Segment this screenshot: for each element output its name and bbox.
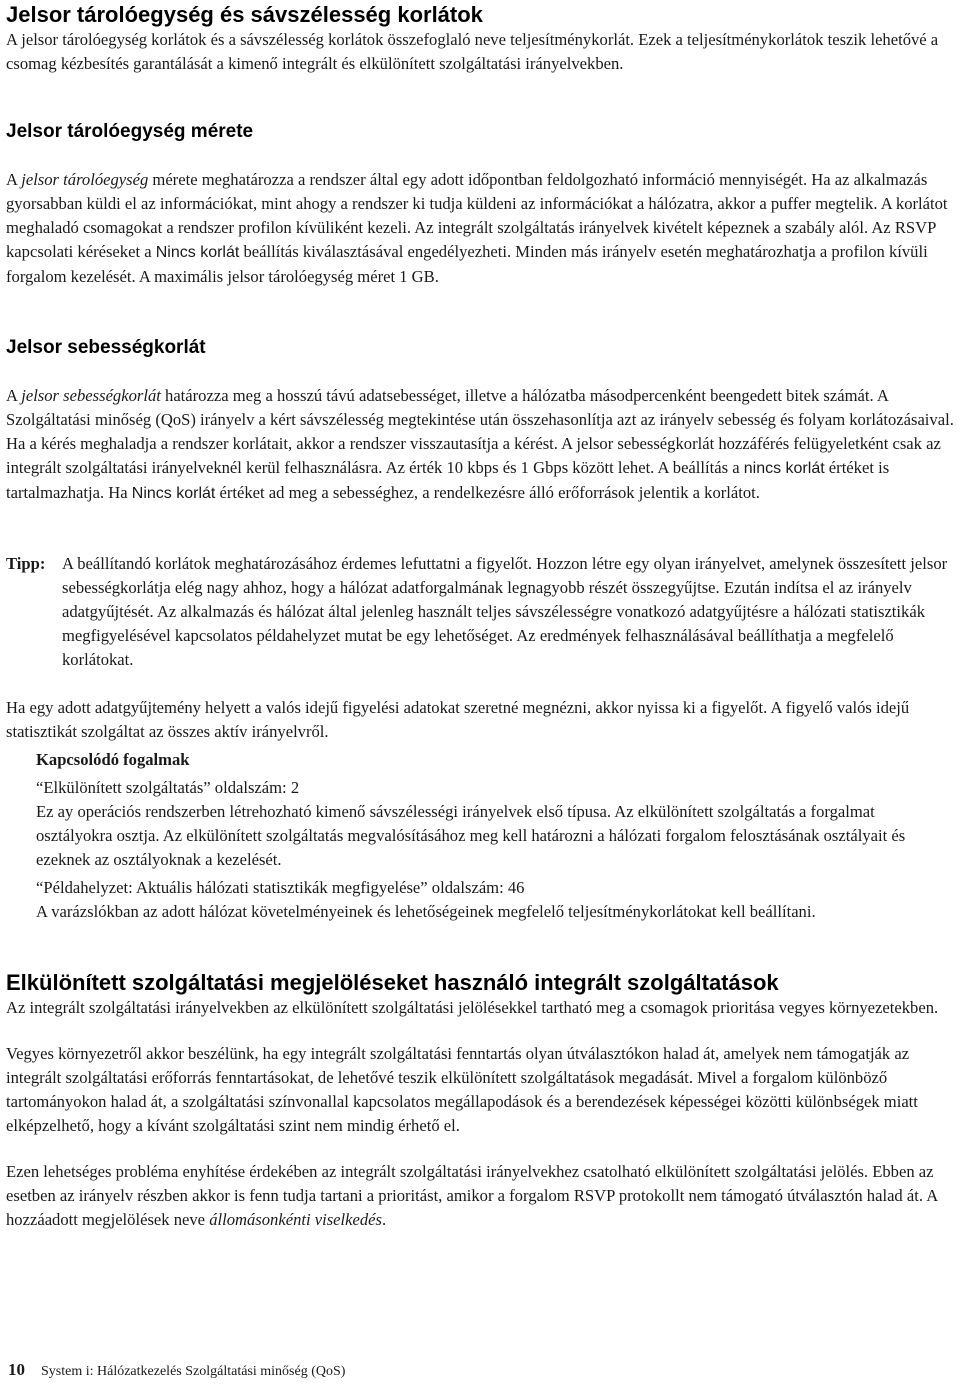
- section-title: Jelsor tárolóegység és sávszélesség korlátok: [6, 2, 483, 27]
- subsection-title: Jelsor sebességkorlát: [6, 337, 206, 358]
- paragraph: A jelsor tárolóegység korlátok és a sávszélesség korlátok összefoglaló neve teljesítménykorlát. Ezek a teljesítménykorlátok teszik lehetővé a csomag kézbesítés garantálását a kimenő integrált és elkülönített szolgáltatási irányelvekben.: [6, 30, 939, 73]
- paragraph: A jelsor sebességkorlát határozza meg a hosszú távú adatsebességet, illetve a hálózatba másodpercenként beengedett bitek számát. A Szolgáltatási minőség (QoS) irányelv a kért sávszélesség megtekintése után összehasonlítja azt az irányelv sebesség és folyam korlátozásaival. Ha a kérés meghaladja a rendszer korlátait, akkor a rendszer visszautasítja a kérést. A jelsor sebességkorlát hozzáférés felügyeletként csak az integrált szolgáltatási irányelveknél kerül felhasználásra. Az érték 10 kbps és 1 Gbps között lehet. A beállítás a nincs korlát értéket is tartalmazhatja. Ha Nincs korlát értéket ad meg a sebességhez, a rendelkezésre álló erőforrások jelentik a korlátot.: [6, 386, 954, 502]
- subsection-title: Jelsor tárolóegység mérete: [6, 121, 254, 142]
- related-title: Kapcsolódó fogalmak: [36, 750, 190, 769]
- related-desc: A varázslókban az adott hálózat követelményeinek és lehetőségeinek megfelelő teljesítménykorlátokat kell beállítani.: [36, 902, 816, 921]
- paragraph: Vegyes környezetről akkor beszélünk, ha egy integrált szolgáltatási fenntartás olyan útválasztókon halad át, amelyek nem támogatják az integrált szolgáltatási erőforrás fenntartásokat, de lehetővé teszik elkülönített szolgáltatások megadását. Mivel a forgalom különböző tartományokon halad át, a szolgáltatási színvonallal kapcsolatos megállapodások és a berendezések képességei közötti különbségek miatt elképzelhető, hogy a kívánt szolgáltatási szint nem mindig érhető el.: [6, 1044, 918, 1135]
- tip-text: A beállítandó korlátok meghatározásához érdemes lefuttatni a figyelőt. Hozzon létre egy olyan irányelvet, amelynek összesített jelsor sebességkorlátja elég nagy ahhoz, hogy a hálózat adatforgalmának legnagyobb részét összegyűjtse. Ezután indítsa el az irányelv adatgyűjtését. Az alkalmazás és hálózat által jelenleg használt teljes sávszélességre vonatkozó adatgyűjtésre a hálózati statisztikák megfigyelésével kapcsolatos példahelyzet mutat be egy lehetőséget. Az eredmények felhasználásával beállíthatja a megfelelő korlátokat.: [62, 554, 948, 669]
- term: jelsor tárolóegység: [21, 170, 149, 189]
- tip-box: [6, 552, 954, 672]
- ui-term: Nincs korlát: [131, 485, 216, 502]
- ui-term: Nincs korlát: [155, 244, 240, 261]
- section-queue-size: [6, 120, 954, 289]
- paragraph: A jelsor tárolóegység mérete meghatározza a rendszer által egy adott időpontban feldolgozható információ mennyiségét. Ha az alkalmazás gyorsabban küldi el az információkat, mint ahogy a rendszer ki tudja küldeni az információkat a hálózatra, akkor a puffer megtelik. A korlátot meghaladó csomagokat a rendszer profilon kívüliként kezeli. Az integrált szolgáltatás irányelvek kivételt képeznek a szabály alól. Az RSVP kapcsolati kéréseket a Nincs korlát beállítás kiválasztásával engedélyezheti. Minden más irányelv esetén meghatározhatja a profilon kívüli forgalom kezelését. A maximális jelsor tárolóegység méret 1 GB.: [6, 170, 948, 286]
- section-monitor-note: [6, 696, 954, 744]
- section-integrated-services: [6, 970, 954, 1232]
- section-storage-bandwidth: [6, 2, 954, 76]
- section-title: Elkülönített szolgáltatási megjelöléseket használó integrált szolgáltatások: [6, 970, 779, 995]
- ui-term: nincs korlát: [743, 460, 825, 477]
- term: állomásonkénti viselkedés: [209, 1210, 382, 1229]
- page-footer: [8, 1360, 345, 1382]
- term: jelsor sebességkorlát: [21, 386, 161, 405]
- page-number: 10: [8, 1360, 25, 1379]
- footer-text: System i: Hálózatkezelés Szolgáltatási minőség (QoS): [41, 1364, 346, 1379]
- related-link-2[interactable]: “Példahelyzet: Aktuális hálózati statisztikák megfigyelése” oldalszám: 46: [36, 878, 525, 897]
- paragraph: Ha egy adott adatgyűjtemény helyett a valós idejű figyelési adatokat szeretné megnézni, akkor nyissa ki a figyelőt. A figyelő valós idejű statisztikát szolgáltat az összes aktív irányelvről.: [6, 698, 910, 741]
- tip-label: Tipp:: [6, 554, 46, 573]
- related-desc: Ez ay operációs rendszerben létrehozható kimenő sávszélességi irányelvek első típusa. Az elkülönített szolgáltatás a forgalmat osztályokra osztja. Az elkülönített szolgáltatás megvalósításához meg kell határozni a hálózati forgalom felosztásának osztályait és ezeknek az osztályoknak a kezelését.: [36, 802, 906, 869]
- paragraph: Ezen lehetséges probléma enyhítése érdekében az integrált szolgáltatási irányelvekhez csatolható elkülönített szolgáltatási jelölés. Ebben az esetben az irányelv részben akkor is fenn tudja tartani a prioritást, amikor a forgalom RSVP protokollt nem támogató útválasztón halad át. A hozzáadott megjelölések neve állomásonkénti viselkedés.: [6, 1162, 938, 1229]
- section-rate-limit: [6, 336, 954, 506]
- related-link-1[interactable]: “Elkülönített szolgáltatás” oldalszám: 2: [36, 778, 300, 797]
- related-concepts: [6, 748, 954, 924]
- paragraph: Az integrált szolgáltatási irányelvekben az elkülönített szolgáltatási jelölésekkel tartható meg a csomagok prioritása vegyes környezetekben.: [6, 998, 939, 1017]
